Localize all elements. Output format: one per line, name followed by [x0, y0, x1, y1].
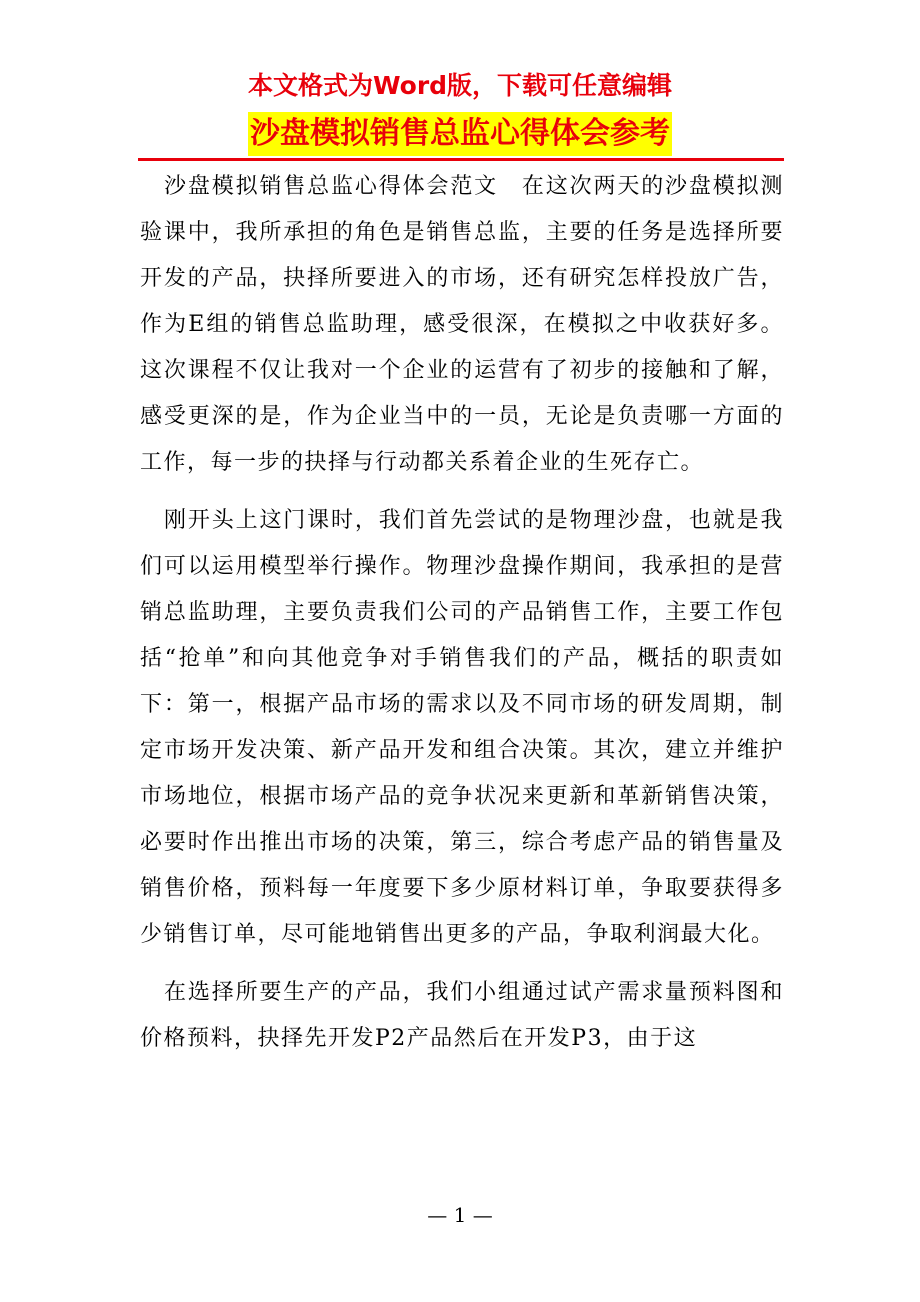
page-number: — 1 —: [427, 1203, 493, 1227]
format-notice: 本文格式为Word版，下载可任意编辑: [247, 71, 673, 100]
document-body: [140, 164, 784, 1074]
title-container: [0, 112, 920, 156]
paragraph-1: 沙盘模拟销售总监心得体会范文 在这次两天的沙盘模拟测验课中，我所承担的角色是销售总监，主要的任务是选择所要开发的产品，抉择所要进入的市场，还有研究怎样投放广告，作为E组的销售总监助理，感受很深，在模拟之中收获好多。这次课程不仅让我对一个企业的运营有了初步的接触和了解，感受更深的是，作为企业当中的一员，无论是负责哪一方面的工作，每一步的抉择与行动都关系着企业的生死存亡。: [140, 174, 784, 475]
document-title: 沙盘模拟销售总监心得体会参考: [248, 112, 672, 156]
title-divider: [138, 158, 784, 161]
paragraph-3: 在选择所要生产的产品，我们小组通过试产需求量预料图和价格预料，抉择先开发P2产品然后在开发P3，由于这: [140, 980, 784, 1051]
paragraph-2: 刚开头上这门课时，我们首先尝试的是物理沙盘，也就是我们可以运用模型举行操作。物理沙盘操作期间，我承担的是营销总监助理，主要负责我们公司的产品销售工作，主要工作包括“抢单”和向其他竞争对手销售我们的产品，概括的职责如下：第一，根据产品市场的需求以及不同市场的研发周期，制定市场开发决策、新产品开发和组合决策。其次，建立并维护市场地位，根据市场产品的竞争状况来更新和革新销售决策，必要时作出推出市场的决策，第三，综合考虑产品的销售量及销售价格，预料每一年度要下多少原材料订单，争取要获得多少销售订单，尽可能地销售出更多的产品，争取利润最大化。: [140, 508, 784, 947]
